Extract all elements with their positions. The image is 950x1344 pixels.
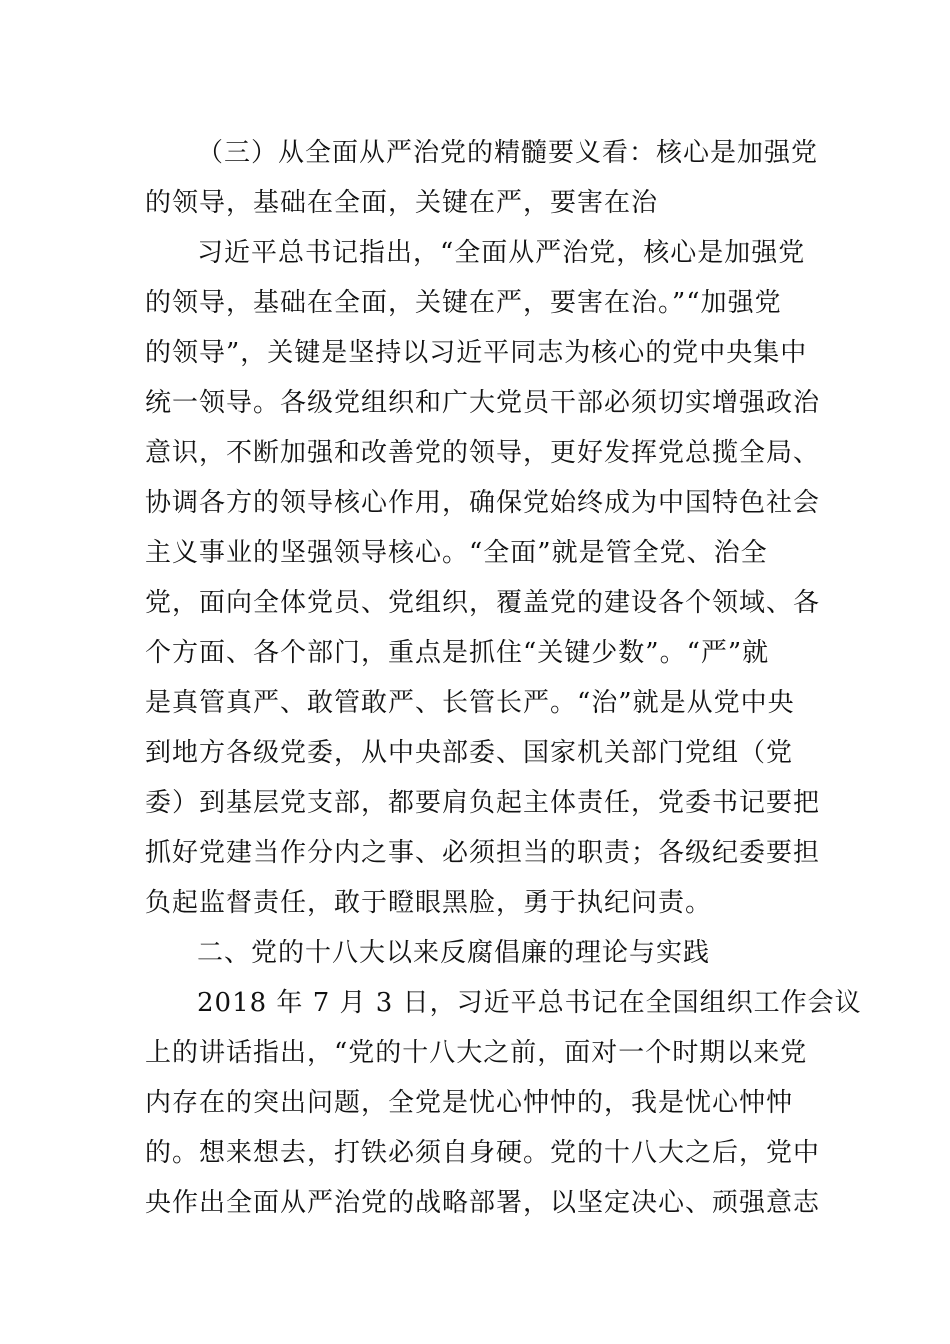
paragraph-line: 委）到基层党支部，都要肩负起主体责任，党委书记要把	[145, 788, 821, 818]
paragraph-line: 上的讲话指出，“党的十八大之前，面对一个时期以来党	[145, 1038, 808, 1068]
paragraph-line: 负起监督责任，敢于瞪眼黑脸，勇于执纪问责。	[145, 888, 713, 918]
paragraph-line: 央作出全面从严治党的战略部署，以坚定决心、顽强意志	[145, 1188, 821, 1218]
paragraph-line: 的。想来想去，打铁必须自身硬。党的十八大之后，党中	[145, 1138, 821, 1168]
paragraph-line: 的领导，基础在全面，关键在严，要害在治。”“加强党	[145, 288, 782, 318]
section-heading-line-2: 的领导，基础在全面，关键在严，要害在治	[145, 188, 659, 218]
paragraph-line: 统一领导。各级党组织和广大党员干部必须切实增强政治	[145, 388, 821, 418]
paragraph-line: 内存在的突出问题，全党是忧心忡忡的，我是忧心忡忡	[145, 1088, 794, 1118]
paragraph-line: 主义事业的坚强领导核心。“全面”就是管全党、治全	[145, 538, 768, 568]
section-heading: 二、党的十八大以来反腐倡廉的理论与实践	[197, 938, 711, 968]
paragraph-line: 是真管真严、敢管敢严、长管长严。“治”就是从党中央	[145, 688, 795, 718]
paragraph-line: 党，面向全体党员、党组织，覆盖党的建设各个领域、各	[145, 588, 821, 618]
paragraph-line: 意识，不断加强和改善党的领导，更好发挥党总揽全局、	[145, 438, 821, 468]
paragraph-line: 到地方各级党委，从中央部委、国家机关部门党组（党	[145, 738, 794, 768]
paragraph-line: 习近平总书记指出，“全面从严治党，核心是加强党	[197, 238, 806, 268]
body-text	[145, 128, 862, 1228]
paragraph-line: 的领导”，关键是坚持以习近平同志为核心的党中央集中	[145, 338, 808, 368]
paragraph-line: 抓好党建当作分内之事、必须担当的职责；各级纪委要担	[145, 838, 821, 868]
paragraph-line: 2018 年 7 月 3 日，习近平总书记在全国组织工作会议	[197, 988, 862, 1018]
section-heading-line-1: （三）从全面从严治党的精髓要义看：核心是加强党	[197, 138, 819, 168]
paragraph-line: 个方面、各个部门，重点是抓住“关键少数”。“严”就	[145, 638, 770, 668]
paragraph-line: 协调各方的领导核心作用，确保党始终成为中国特色社会	[145, 488, 821, 518]
